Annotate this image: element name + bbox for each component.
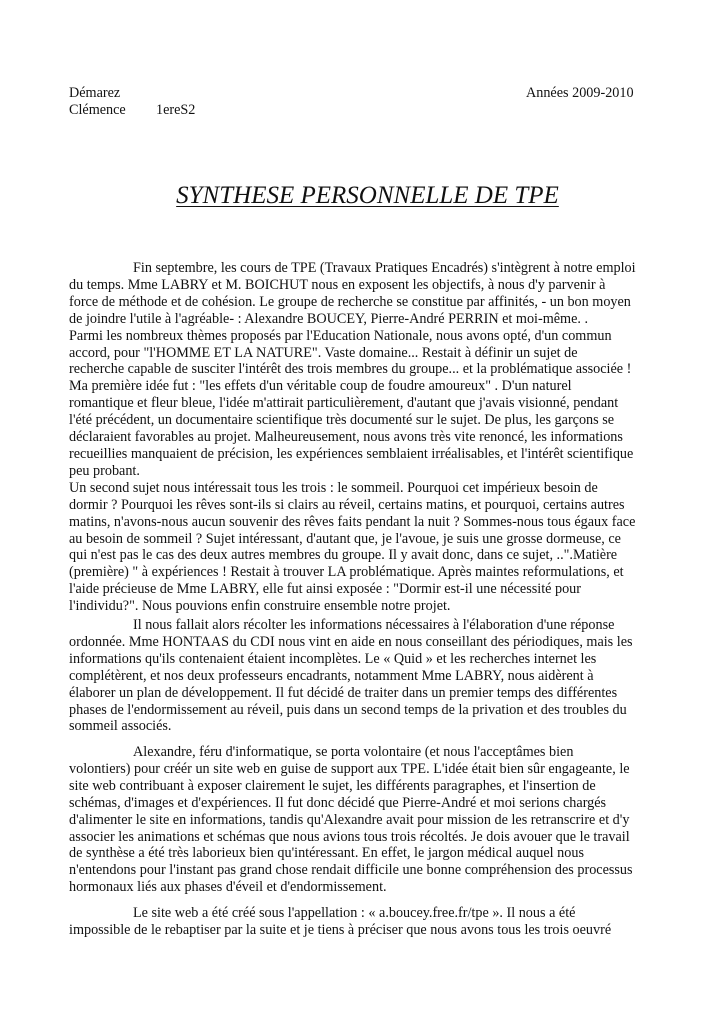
text-line: Le site web a été créé sous l'appellation : « a.boucey.free.fr/tpe ». Il nous a été [133, 905, 576, 921]
text-line: complétèrent, et nos deux professeurs encadrants, notamment Mme LABRY, nous aidèrent à [69, 667, 594, 684]
text-line: déclaraient favorables au projet. Malheureusement, nous avons très vite renoncé, les informations [69, 429, 623, 446]
text-line: d'alimenter le site en informations, tandis qu'Alexandre avait pour mission de les retranscrire et d'y [69, 811, 630, 828]
text-line: n'entendons pour l'instant pas grand chose rendait difficile une bonne compréhension des processus [69, 862, 633, 879]
text-line: schémas, d'images et d'expériences. Il fut donc décidé que Pierre-André et moi serions chargés [69, 794, 607, 811]
text-line: Alexandre, féru d'informatique, se porta volontaire (et nous l'acceptâmes bien [133, 744, 574, 760]
author-last-name: Démarez [69, 85, 121, 101]
school-year: Années 2009-2010 [526, 85, 634, 101]
text-line: de joindre l'utile à l'agréable- : Alexandre BOUCEY, Pierre-André PERRIN et moi-même. . [69, 310, 589, 327]
text-line: l'été précédent, un documentaire scientifique très documenté sur le sujet. De plus, les garçons se [69, 412, 615, 429]
text-line: (première) " à expériences ! Restait à trouver LA problématique. Après maintes reformulations, et [69, 564, 624, 581]
text-line: volontiers) pour créér un site web en guise de support aux TPE. L'idée était bien sûr engageante, le [69, 760, 630, 777]
text-line: au besoin de sommeil ? Sujet intéressant, d'autant que, je l'avoue, je suis une grosse dormeuse, ce [69, 530, 621, 547]
text-line: peu probant. [69, 462, 140, 479]
text-line: impossible de le rebaptiser par la suite et je tiens à préciser que nous avons tous les trois oeuvré [69, 921, 612, 938]
paragraph [69, 617, 633, 735]
text-line: Parmi les nombreux thèmes proposés par l'Education Nationale, nous avons opté, d'un commun [69, 327, 612, 344]
class-label: 1ereS2 [156, 102, 196, 118]
text-line: Un second sujet nous intéressait tous les trois : le sommeil. Pourquoi cet impérieux besoin de [69, 479, 598, 496]
text-line: sommeil associés. [69, 718, 172, 735]
text-line: matins, n'avons-nous aucun souvenir des rêves faits pendant la nuit ? Sommes-nous tous égaux face [69, 513, 636, 530]
text-line: romantique et fleur bleue, l'idée m'attirait particulièrement, d'autant que j'avais visionné, pendant [69, 395, 619, 412]
text-line: Ma première idée fut : "les effets d'un véritable coup de foudre amoureux" . D'un naturel [69, 378, 572, 395]
text-line: informations qu'ils contenaient étaient incomplètes. Le « Quid » et les recherches internet les [69, 650, 597, 667]
text-line: force de méthode et de cohésion. Le groupe de recherche se constitue par affinités, - un bon moyen [69, 293, 631, 310]
text-line: l'aide précieuse de Mme LABRY, elle fut ainsi exposée : "Dormir est-il une nécessité pour [69, 581, 581, 598]
paragraph [69, 260, 636, 615]
text-line: Il nous fallait alors récolter les informations nécessaires à l'élaboration d'une réponse [133, 617, 615, 633]
text-line: du temps. Mme LABRY et M. BOICHUT nous en exposent les objectifs, à nous d'y parvenir à [69, 276, 606, 293]
text-line: site web contribuant à exposer clairement le sujet, les différents paragraphes, et l'insertion de [69, 777, 596, 794]
document-title: SYNTHESE PERSONNELLE DE TPE [176, 182, 559, 209]
paragraph [69, 744, 633, 896]
text-line: élaborer un plan de développement. Il fut décidé de traiter dans un premier temps des différentes [69, 684, 618, 701]
text-line: recherche capable de susciter l'intérêt des trois membres du groupe... et la problématique associée ! [69, 361, 632, 378]
text-line: l'individu?". Nous pouvions enfin construire ensemble notre projet. [69, 598, 451, 615]
text-line: qui n'est pas le cas des deux autres membres du groupe. Il y avait donc, dans ce sujet, ..".Matière [69, 547, 618, 564]
text-line: dormir ? Pourquoi les rêves sont-ils si clairs au réveil, certains matins, et pourquoi, certains autres [69, 496, 625, 513]
text-line: associer les animations et schémas que nous avions tous trois récoltés. Je dois avouer que le travail [69, 828, 630, 845]
text-line: ordonnée. Mme HONTAAS du CDI nous vint en aide en nous conseillant des périodiques, mais les [69, 633, 633, 650]
text-line: recueillies manquaient de précision, les expériences semblaient irréalisables, et l'intérêt scientifique [69, 445, 634, 462]
paragraph [69, 905, 611, 939]
text-line: accord, pour "l'HOMME ET LA NATURE". Vaste domaine... Restait à définir un sujet de [69, 344, 578, 361]
text-line: de synthèse a été très laborieux bien qu'intéressant. En effet, le jargon médical auquel nous [69, 845, 584, 862]
author-first-name: Clémence [69, 102, 126, 118]
text-line: hormonaux liés aux phases d'éveil et d'endormissement. [69, 879, 387, 896]
text-line: Fin septembre, les cours de TPE (Travaux Pratiques Encadrés) s'intègrent à notre emploi [133, 260, 636, 276]
text-line: phases de l'endormissement au réveil, puis dans un second temps de la privation et des troubles du [69, 701, 627, 718]
